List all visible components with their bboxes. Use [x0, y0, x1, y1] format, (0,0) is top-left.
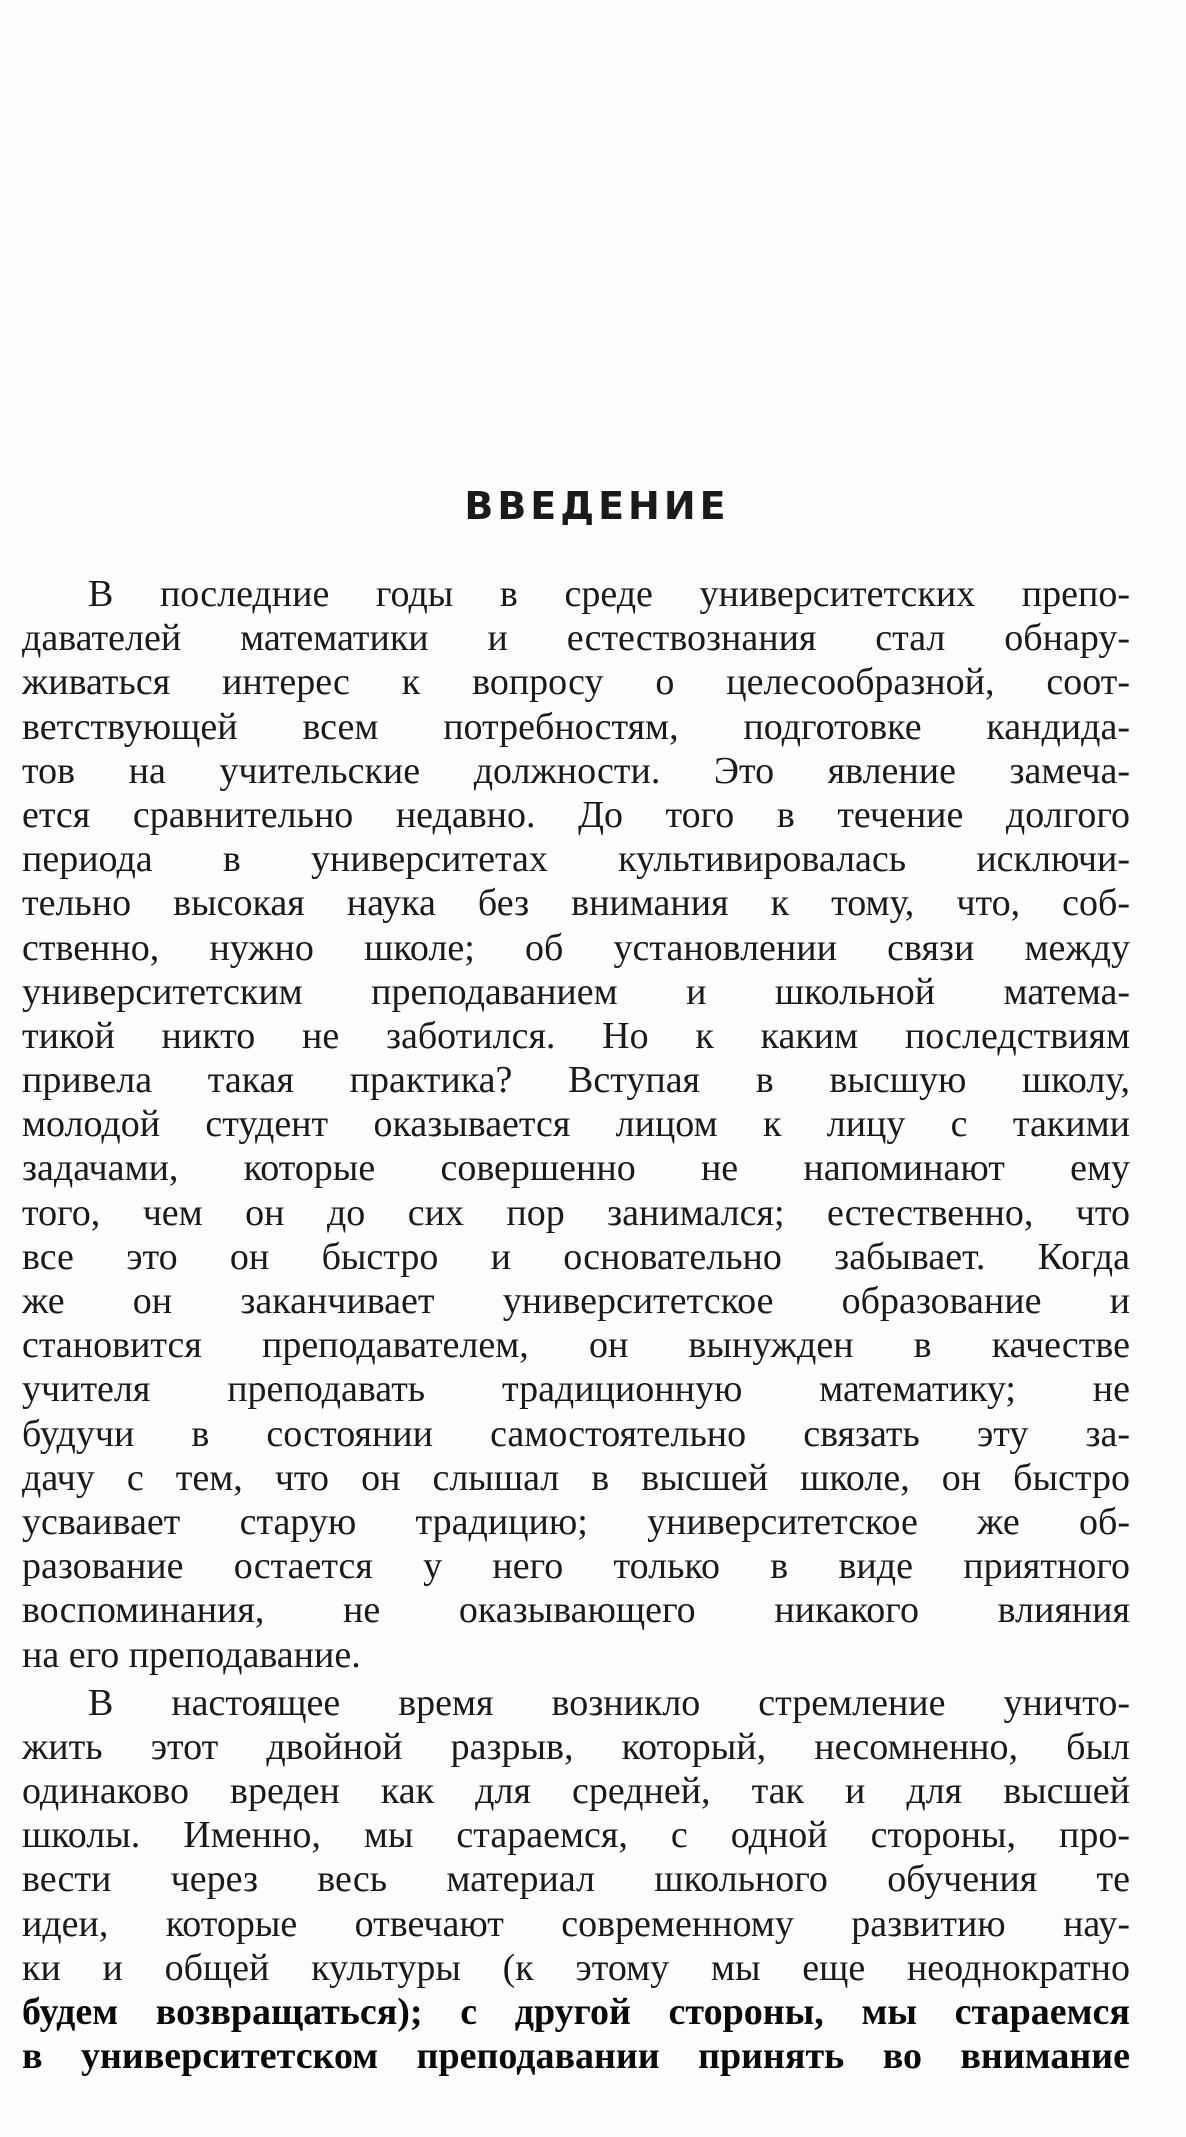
text-line: В последние годы в среде университетских препо-	[88, 573, 1130, 615]
text-line: ки и общей культуры (к этому мы еще неоднократно	[22, 1946, 1130, 1989]
text-line: воспоминания, не оказывающего никакого влияния	[22, 1589, 1130, 1632]
text-line: тов на учительские должности. Это явление замеча-	[22, 749, 1130, 792]
body-text	[22, 572, 1130, 2082]
text-line: будучи в состоянии самостоятельно связать эту за-	[22, 1412, 1130, 1455]
paragraph-1	[22, 572, 1130, 1677]
text-line: жить этот двойной разрыв, который, несомненно, был	[22, 1725, 1130, 1768]
text-line: дачу с тем, что он слышал в высшей школе, он быстро	[22, 1456, 1130, 1499]
text-line: учителя преподавать традиционную математику; не	[22, 1368, 1130, 1411]
text-line: одинаково вреден как для средней, так и для высшей	[22, 1770, 1130, 1813]
text-line: будем возвращаться); с другой стороны, мы стараемся	[22, 1991, 1130, 2033]
text-line: же он заканчивает университетское образование и	[22, 1280, 1130, 1322]
text-line: университетским преподаванием и школьной матема-	[22, 970, 1130, 1013]
text-line: того, чем он до сих пор занимался; естественно, что	[22, 1191, 1130, 1234]
text-line: школы. Именно, мы стараемся, с одной стороны, про-	[22, 1814, 1130, 1857]
text-line: на его преподавание.	[22, 1633, 361, 1676]
text-line: ветствующей всем потребностям, подготовке кандида-	[22, 705, 1130, 748]
text-line: привела такая практика? Вступая в высшую школу,	[22, 1059, 1130, 1102]
text-line: задачами, которые совершенно не напоминают ему	[22, 1147, 1130, 1190]
text-line: в университетском преподавании принять во внимание	[22, 2035, 1130, 2078]
chapter-heading: ВВЕДЕНИЕ	[464, 484, 730, 528]
text-line: идеи, которые отвечают современному развитию нау-	[22, 1902, 1130, 1945]
paragraph-2	[22, 1681, 1130, 2079]
text-line: В настоящее время возникло стремление уничто-	[88, 1681, 1130, 1724]
text-line: живаться интерес к вопросу о целесообразной, соот-	[22, 661, 1130, 704]
text-line: усваивает старую традицию; университетское же об-	[22, 1500, 1130, 1543]
text-line: периода в университетах культивировалась исключи-	[22, 838, 1130, 881]
text-line: тельно высокая наука без внимания к тому, что, соб-	[22, 882, 1130, 925]
text-line: вести через весь материал школьного обучения те	[22, 1858, 1130, 1901]
text-line: молодой студент оказывается лицом к лицу с такими	[22, 1103, 1130, 1146]
text-line: разование остается у него только в виде приятного	[22, 1545, 1130, 1588]
text-line: ственно, нужно школе; об установлении связи между	[22, 926, 1130, 969]
text-line: ется сравнительно недавно. До того в течение долгого	[22, 793, 1130, 836]
text-line: тикой никто не заботился. Но к каким последствиям	[22, 1014, 1130, 1057]
text-line: становится преподавателем, он вынужден в качестве	[22, 1324, 1130, 1367]
text-line: давателей математики и естествознания стал обнару-	[22, 617, 1130, 660]
text-line: все это он быстро и основательно забывает. Когда	[22, 1235, 1130, 1278]
